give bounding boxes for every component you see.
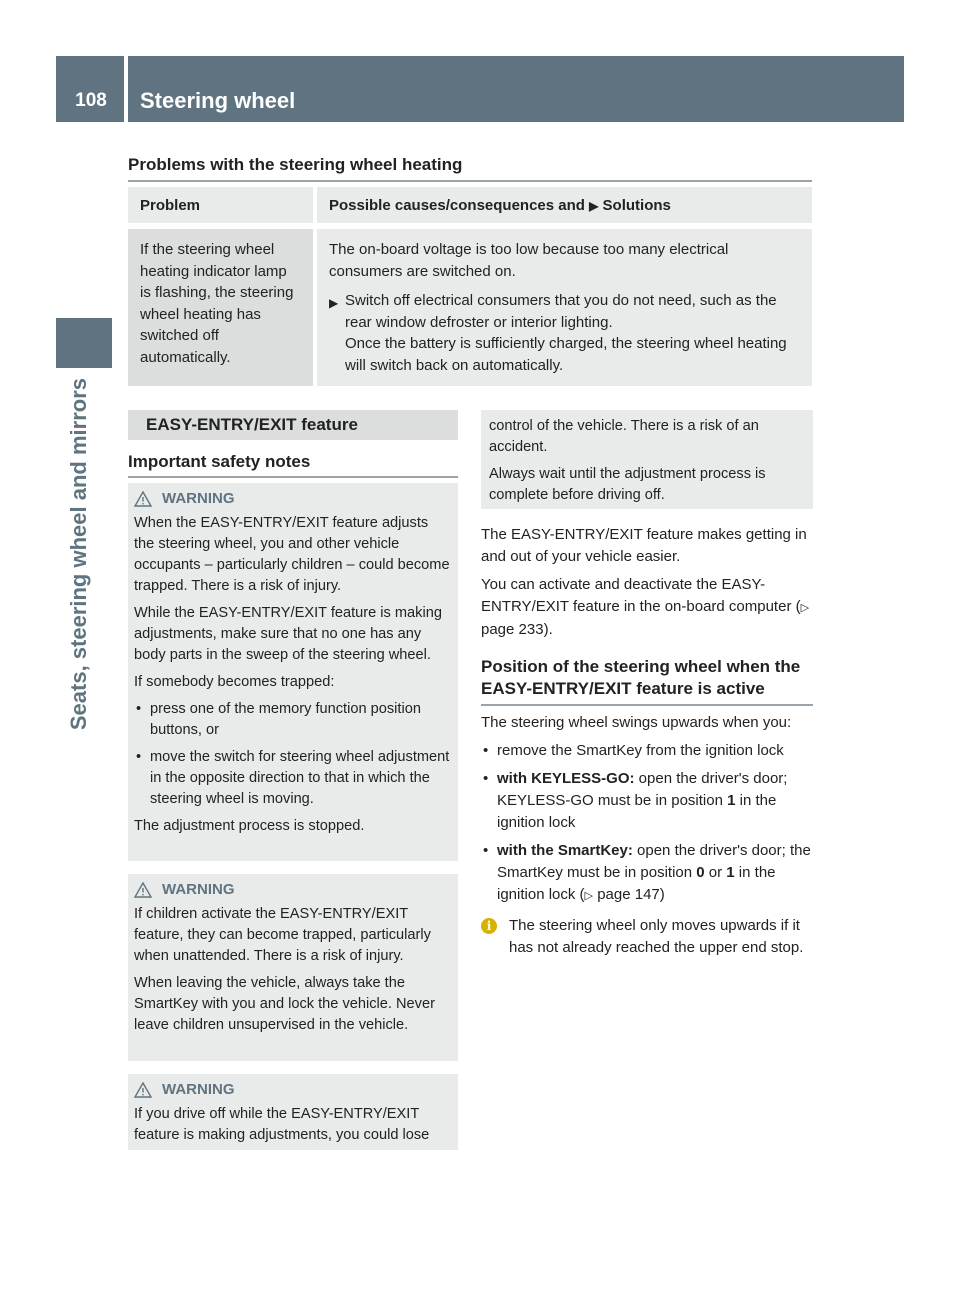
warning-text: If children activate the EASY-ENTRY/EXIT feature, they can become trapped, particularly when unattended. There is a risk of injury. [134, 906, 431, 964]
warning-triangle-icon [134, 882, 152, 898]
warning-header [134, 879, 450, 900]
warning-text: control of the vehicle. There is a risk of an accident. [489, 418, 759, 455]
step-text: Switch off electrical consumers that you do not need, such as the rear window defroster or interior lighting. [345, 292, 777, 331]
table-header-row [128, 187, 812, 223]
warning-text: While the EASY-ENTRY/EXIT feature is making adjustments, make sure that no one has any body parts in the sweep of the steering wheel. [134, 605, 442, 663]
table-row [128, 223, 812, 386]
step-arrow-icon: ▶ [589, 198, 599, 213]
warning-triangle-icon [134, 1082, 152, 1098]
warning-header [134, 1079, 450, 1100]
warning-text: If you drive off while the EASY-ENTRY/EXIT feature is making adjustments, you could lose [134, 1106, 430, 1143]
page-ref-arrow-icon: ▷ [584, 890, 594, 902]
cause-text: The on-board voltage is too low because too many electrical consumers are switched on. [329, 241, 729, 280]
warning-text: Always wait until the adjustment process is complete before driving off. [489, 466, 766, 503]
paragraph: You can activate and deactivate the EASY-ENTRY/EXIT feature in the on-board computer (▷ page 233). [481, 576, 810, 638]
solution-cell [317, 223, 812, 386]
info-note [481, 915, 813, 959]
info-text: The steering wheel only moves upwards if it has not already reached the upper end stop. [509, 917, 804, 956]
page-reference-link[interactable]: page 147 [597, 886, 660, 903]
warning-box [128, 483, 458, 861]
column-header-solutions: Possible causes/consequences and ▶ Solutions [317, 187, 812, 223]
list-item: • press one of the memory function position buttons, or [136, 701, 421, 738]
warning-text: If somebody becomes trapped: [134, 674, 335, 690]
step-arrow-icon: ▶ [329, 296, 339, 310]
warning-box-continued [481, 410, 813, 509]
warning-label: WARNING [162, 1081, 235, 1098]
warning-header [134, 488, 450, 509]
warning-text: When the EASY-ENTRY/EXIT feature adjusts the steering wheel, you and other vehicle occupants – particularly children – could become trapped. There is a risk of injury. [134, 515, 450, 594]
page-reference-link[interactable]: page 233 [481, 621, 544, 638]
paragraph: The steering wheel swings upwards when you: [481, 714, 792, 731]
header-divider [124, 56, 128, 122]
step-note: Once the battery is sufficiently charged, the steering wheel heating will switch back on automatically. [345, 335, 787, 374]
troubleshooting-title: Problems with the steering wheel heating [128, 155, 812, 182]
safety-notes-heading: Important safety notes [128, 452, 458, 478]
list-item: • with the SmartKey: open the driver's door; the SmartKey must be in position 0 or 1 in the ignition lock (▷ page 147) [483, 842, 811, 903]
troubleshooting-table [128, 187, 812, 386]
list-item: • move the switch for steering wheel adjustment in the opposite direction to that in which the steering wheel is moving. [136, 749, 450, 807]
warning-text: When leaving the vehicle, always take the SmartKey with you and lock the vehicle. Never leave children unsupervised in the vehicle. [134, 975, 435, 1033]
paragraph: The EASY-ENTRY/EXIT feature makes getting in and out of your vehicle easier. [481, 526, 807, 565]
side-tab-marker [56, 318, 112, 368]
position-heading: Position of the steering wheel when the EASY-ENTRY/EXIT feature is active [481, 656, 813, 706]
page-title: Steering wheel [140, 88, 296, 113]
warning-triangle-icon [134, 491, 152, 507]
warning-text: The adjustment process is stopped. [134, 818, 365, 834]
column-header-problem: Problem [128, 187, 317, 223]
page-number: 108 [75, 90, 107, 111]
info-icon: i [481, 918, 497, 934]
problem-cell: If the steering wheel heating indicator lamp is flashing, the steering wheel heating has switched off automatically. [128, 223, 317, 386]
warning-box [128, 1074, 458, 1150]
solution-step [329, 290, 800, 376]
warning-label: WARNING [162, 490, 235, 507]
side-chapter-text: Seats, steering wheel and mirrors [66, 378, 91, 731]
list-item: • with KEYLESS-GO: open the driver's door; KEYLESS-GO must be in position 1 in the ignition lock [483, 770, 788, 831]
page-ref-arrow-icon: ▷ [800, 602, 810, 614]
warning-label: WARNING [162, 881, 235, 898]
position-text [481, 712, 813, 959]
easy-entry-heading: EASY-ENTRY/EXIT feature [128, 410, 458, 440]
list-item: • remove the SmartKey from the ignition lock [483, 742, 784, 759]
warning-box [128, 874, 458, 1061]
side-chapter-label [66, 378, 104, 938]
intro-text [481, 524, 813, 647]
